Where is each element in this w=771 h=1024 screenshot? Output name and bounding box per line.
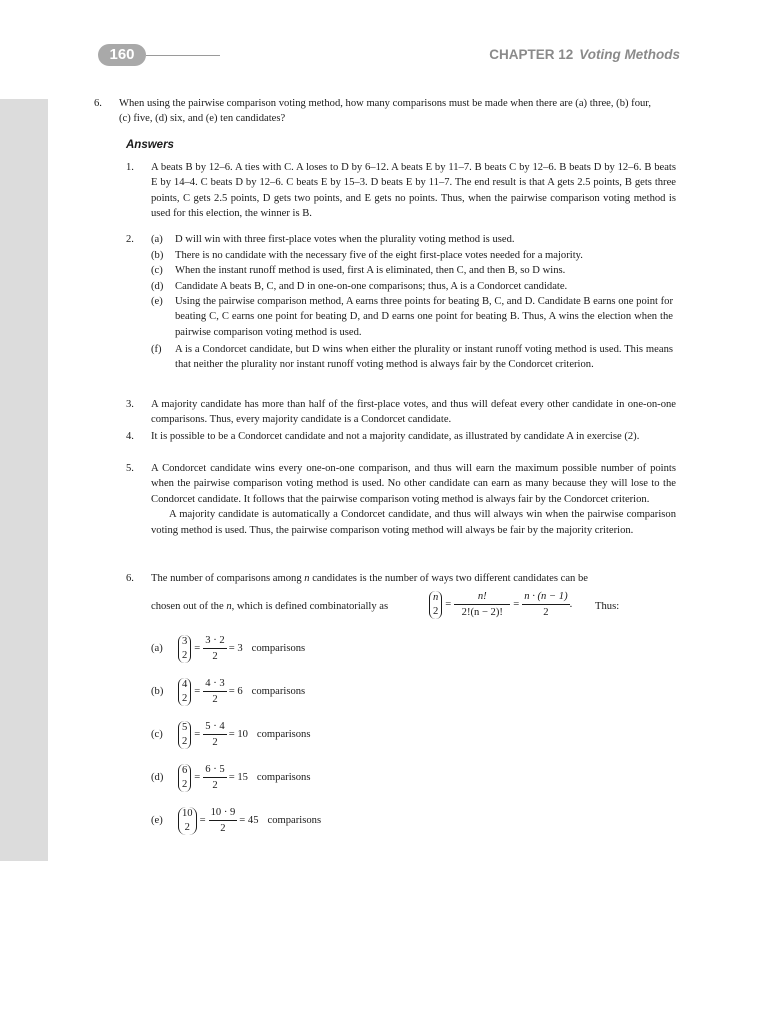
equals-sign: =: [194, 642, 201, 654]
answer-6-line-2: [151, 587, 691, 629]
answer-number: 3.: [126, 399, 134, 410]
answer-3: [126, 397, 676, 428]
calc-result: = 6: [228, 685, 243, 697]
factorial-fraction: [454, 589, 510, 620]
binom-top: 4: [182, 678, 188, 690]
calc-unit: comparisons: [256, 728, 311, 740]
equals-sign: =: [194, 728, 201, 740]
answer-5: [126, 461, 676, 538]
fraction-denominator: 2: [220, 823, 226, 834]
chapter-heading: [470, 46, 680, 64]
answer-number: 2.: [126, 234, 134, 245]
binom-top: n: [433, 591, 439, 603]
binom-top: 5: [182, 721, 188, 733]
answer-text: A Condorcet candidate wins every one-on-one comparison, and thus will earn the maximum possible number of points when the pairwise comparison voting method is used. No other candidate can earn as many because they will lose to the Condorcet candidate. It follows that the pairwise comparison voting method is always fair by the Condorcet criterion.: [151, 463, 676, 505]
fraction: [203, 762, 226, 793]
equals-sign: =: [194, 771, 201, 783]
part-text: There is no candidate with the necessary five of the eight first-place votes needed for a majority.: [175, 249, 583, 261]
exercise-text: When using the pairwise comparison voting method, how many comparisons must be made when there are (a) three, (b) four, (c) five, (d) six, and (e) ten candidates?: [119, 98, 652, 125]
period: .: [569, 598, 573, 610]
answer-number: 6.: [126, 573, 134, 584]
fraction-denominator: 2: [543, 607, 549, 618]
variable-n: n: [304, 573, 310, 584]
fraction: [203, 719, 226, 750]
calc-label: (d): [151, 771, 164, 783]
binom-bottom: 2: [184, 821, 190, 833]
binom-top: 6: [182, 764, 188, 776]
binom-bottom: 2: [182, 778, 188, 790]
answer-2d: [151, 279, 673, 294]
fraction-denominator: 2!(n − 2)!: [461, 607, 503, 618]
part-label: (e): [151, 296, 163, 307]
calc-result: = 10: [228, 728, 248, 740]
text-run: chosen out of the: [151, 601, 227, 612]
calc-result: = 45: [239, 814, 259, 826]
calc-result: = 3: [228, 642, 243, 654]
answer-number: 4.: [126, 431, 134, 442]
calc-c: [151, 719, 310, 750]
answer-6-line-1: [151, 571, 676, 586]
binom-top: 10: [182, 807, 193, 819]
text-run: The number of comparisons among: [151, 573, 305, 584]
calc-b: [151, 676, 305, 707]
product-fraction: [522, 589, 569, 620]
fraction-numerator: n · (n − 1): [522, 589, 569, 605]
fraction-numerator: 6 · 5: [203, 762, 226, 778]
fraction: [209, 805, 238, 836]
part-label: (f): [151, 344, 162, 355]
header-rule: [146, 55, 220, 56]
fraction-numerator: 4 · 3: [203, 676, 226, 692]
exercise-6: [94, 96, 654, 127]
answer-text: It is possible to be a Condorcet candidate and not a majority candidate, as illustrated by candidate A in exercise (2).: [151, 431, 640, 442]
fraction-denominator: 2: [212, 780, 218, 791]
text-run: , which is defined combinatorially as: [231, 601, 389, 612]
equals-sign: =: [194, 685, 201, 697]
text-run: candidates is the number of ways two different candidates can be: [309, 573, 588, 584]
part-text: Using the pairwise comparison method, A earns three points for beating B, C, and D. Candidate B earns one point for beating C, C earns one point for beating D, and D earns one point for beating B. Thus, A wins the election when the pairwise comparison voting method is used.: [175, 296, 673, 338]
answer-2b: [151, 248, 673, 263]
part-text: D will win with three first-place votes when the plurality voting method is used.: [175, 234, 515, 245]
equals-sign: =: [513, 598, 520, 610]
calc-unit: comparisons: [251, 685, 306, 697]
fraction-denominator: 2: [212, 694, 218, 705]
fraction-numerator: 10 · 9: [209, 805, 238, 821]
part-label: (b): [151, 249, 164, 261]
fraction-denominator: 2: [212, 651, 218, 662]
binom-bottom: 2: [182, 735, 188, 747]
equals-sign: =: [199, 814, 206, 826]
fraction: [203, 633, 226, 664]
fraction-numerator: n!: [454, 589, 510, 605]
chapter-number: CHAPTER 12: [489, 47, 574, 62]
calc-label: (c): [151, 728, 163, 740]
binom-top: 3: [182, 635, 188, 647]
answer-number: 5.: [126, 463, 134, 474]
answer-2c: [151, 263, 673, 278]
answer-text: A majority candidate has more than half of the first-place votes, and thus will defeat every other candidate in one-on-one comparisons. Thus, every majority candidate is a Condorcet candidate.: [151, 399, 676, 426]
binomial-n-choose-2: [429, 591, 442, 619]
exercise-number: 6.: [94, 98, 102, 109]
answer-2a: [151, 232, 673, 247]
answer-number: 1.: [126, 162, 134, 173]
equals-sign: =: [445, 598, 452, 610]
binom-bottom: 2: [433, 605, 439, 617]
calc-label: (a): [151, 642, 163, 654]
calc-label: (b): [151, 685, 164, 697]
side-margin-bar: [0, 99, 48, 861]
binomial: [178, 807, 197, 835]
calc-unit: comparisons: [251, 642, 306, 654]
binomial: [178, 764, 191, 792]
answer-text: A beats B by 12–6. A ties with C. A loses to D by 6–12. A beats E by 11–7. B beats C by 12–6. B beats D by 12–6. B beats E by 14–4. C beats D by 12–6. C beats E by 15–3. D beats E by 11–7. The end result is that A gets 2.5 points, B gets three points, C gets 2.5 points, D gets two points, and E gets no points. Thus, when the pairwise comparison voting method is used for this election, the winner is B.: [151, 162, 676, 220]
part-label: (d): [151, 280, 164, 292]
calc-label: (e): [151, 814, 163, 826]
fraction-denominator: 2: [212, 737, 218, 748]
part-text: A is a Condorcet candidate, but D wins when either the plurality or instant runoff voting method is used. This means that neither the plurality nor instant runoff voting method is always fair by the Condorcet criterion.: [175, 344, 673, 371]
answer-1: [126, 160, 676, 222]
answer-4: [126, 429, 676, 444]
calc-unit: comparisons: [267, 814, 322, 826]
answers-heading: Answers: [126, 139, 174, 151]
page-number-badge: 160: [98, 44, 146, 66]
chapter-title: Voting Methods: [579, 47, 680, 62]
answer-2f: [151, 342, 673, 373]
binomial: [178, 721, 191, 749]
part-text: Candidate A beats B, C, and D in one-on-one comparisons; thus, A is a Condorcet candidate.: [175, 280, 568, 292]
thus-text: Thus:: [595, 601, 620, 612]
part-label: (c): [151, 265, 163, 276]
calc-d: [151, 762, 310, 793]
fraction-numerator: 3 · 2: [203, 633, 226, 649]
definition-text: [151, 599, 388, 614]
calc-e: [151, 805, 321, 836]
variable-n: n: [226, 601, 232, 612]
combination-formula: [429, 589, 572, 620]
fraction: [203, 676, 226, 707]
calc-unit: comparisons: [256, 771, 311, 783]
calc-a: [151, 633, 305, 664]
answer-2e: [151, 294, 673, 340]
binomial: [178, 678, 191, 706]
calc-result: = 15: [228, 771, 248, 783]
binomial: [178, 635, 191, 663]
binom-bottom: 2: [182, 649, 188, 661]
answer-text-2: A majority candidate is automatically a Condorcet candidate, and thus will always win when the pairwise comparison voting method is used. Thus, the pairwise comparison voting method will always be fair by the majority criterion.: [151, 509, 676, 536]
part-text: When the instant runoff method is used, first A is eliminated, then C, and then B, so D wins.: [175, 265, 566, 276]
binom-bottom: 2: [182, 692, 188, 704]
fraction-numerator: 5 · 4: [203, 719, 226, 735]
part-label: (a): [151, 234, 163, 245]
